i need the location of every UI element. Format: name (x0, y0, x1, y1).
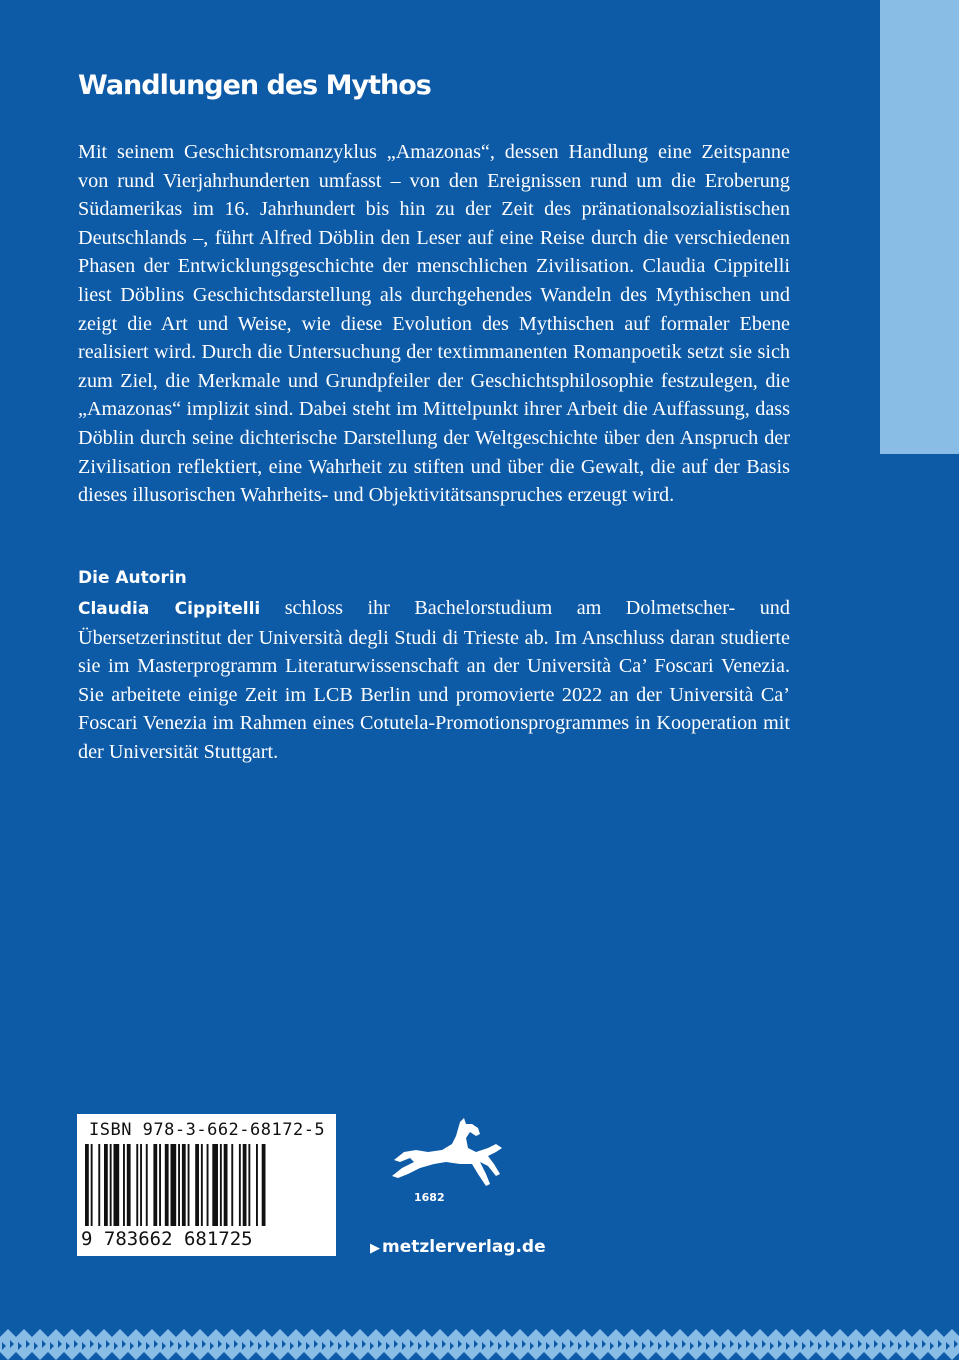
barcode-bar (239, 1144, 241, 1226)
barcode-bar (178, 1144, 180, 1226)
barcode-bar (182, 1144, 186, 1226)
barcode-bar (98, 1144, 100, 1226)
barcode-bar (220, 1144, 222, 1226)
barcode-bar (195, 1144, 199, 1226)
barcode-digits: 9 783662 681725 (81, 1228, 253, 1250)
barcode-bar (201, 1144, 203, 1226)
barcode-bar (153, 1144, 157, 1226)
barcode-bars (85, 1144, 327, 1226)
barcode-bar (207, 1144, 209, 1226)
author-name: Claudia Cippitelli (78, 599, 261, 619)
publisher-link[interactable] (370, 1237, 546, 1257)
barcode-bar (123, 1144, 125, 1226)
decorative-border-strip (0, 1329, 959, 1360)
barcode-bar (85, 1144, 89, 1226)
barcode-bar (171, 1144, 177, 1226)
side-color-tab (880, 0, 959, 454)
book-title: Wandlungen des Mythos (78, 70, 431, 101)
arrow-right-icon: ▶ (370, 1241, 380, 1256)
barcode-bar (188, 1144, 190, 1226)
barcode-bar (262, 1144, 266, 1226)
barcode-bar (256, 1144, 258, 1226)
isbn-label: ISBN 978-3-662-68172-5 (89, 1120, 326, 1140)
barcode-bar (114, 1144, 120, 1226)
author-bio-text: schloss ihr Bachelorstudium am Dolmetscher- und Übersetzerinstitut der Università degli Studi di Trieste ab. Im Anschluss daran studierte sie im Masterprogramm Literaturwissenschaft an der Università Ca’ Foscari Venezia. Sie arbeitete einige Zeit im LCB Berlin und promovierte 2022 an der Università Ca’ Foscari Venezia im Rahmen eines Cotutela-Promotionsprogrammes in Kooperation mit der Universität Stuttgart. (78, 597, 790, 763)
barcode-bar (243, 1144, 247, 1226)
barcode-bar (231, 1144, 233, 1226)
barcode-bar (127, 1144, 131, 1226)
barcode-bar (248, 1144, 250, 1226)
barcode-bar (91, 1144, 93, 1226)
logo-year: 1682 (414, 1191, 445, 1204)
barcode-bar (159, 1144, 161, 1226)
author-bio (78, 594, 790, 767)
isbn-barcode (77, 1114, 336, 1256)
barcode-bar (136, 1144, 138, 1226)
author-heading: Die Autorin (78, 568, 187, 588)
publisher-url: metzlerverlag.de (382, 1237, 546, 1257)
barcode-bar (140, 1144, 142, 1226)
barcode-bar (165, 1144, 169, 1226)
barcode-bar (104, 1144, 108, 1226)
barcode-bar (212, 1144, 218, 1226)
barcode-bar (224, 1144, 228, 1226)
barcode-bar (110, 1144, 112, 1226)
book-description: Mit seinem Geschichtsromanzyklus „Amazonas“, dessen Handlung eine Zeitspanne von rund Vierjahrhunderten umfasst – von den Ereignissen rund um die Eroberung Südamerikas im 16. Jahrhundert bis hin zu der Zeit des pränationalsozialistischen Deutschlands –, führt Alfred Döblin den Leser auf eine Reise durch die verschiedenen Phasen der Entwicklungsgeschichte der menschlichen Zivilisation. Claudia Cippitelli liest Döblins Geschichtsdarstellung als durchgehendes Wandeln des Mythischen und zeigt die Art und Weise, wie diese Evolution des Mythischen auf formaler Ebene realisiert wird. Durch die Untersuchung der textimmanenten Romanpoetik setzt sie sich zum Ziel, die Merkmale und Grundpfeiler der Geschichtsphilosophie festzulegen, die „Amazonas“ implizit sind. Dabei steht im Mittelpunkt ihrer Arbeit die Auffassung, dass Döblin durch seine dichterische Darstellung der Weltgeschichte über den Anspruch der Zivilisation reflektiert, eine Wahrheit zu stiften und über die Gewalt, die auf der Basis dieses illusorischen Wahrheits- und Objektivitätsanspruches erzeugt wird. (78, 141, 790, 507)
barcode-bar (146, 1144, 148, 1226)
horse-logo-icon (390, 1118, 505, 1193)
